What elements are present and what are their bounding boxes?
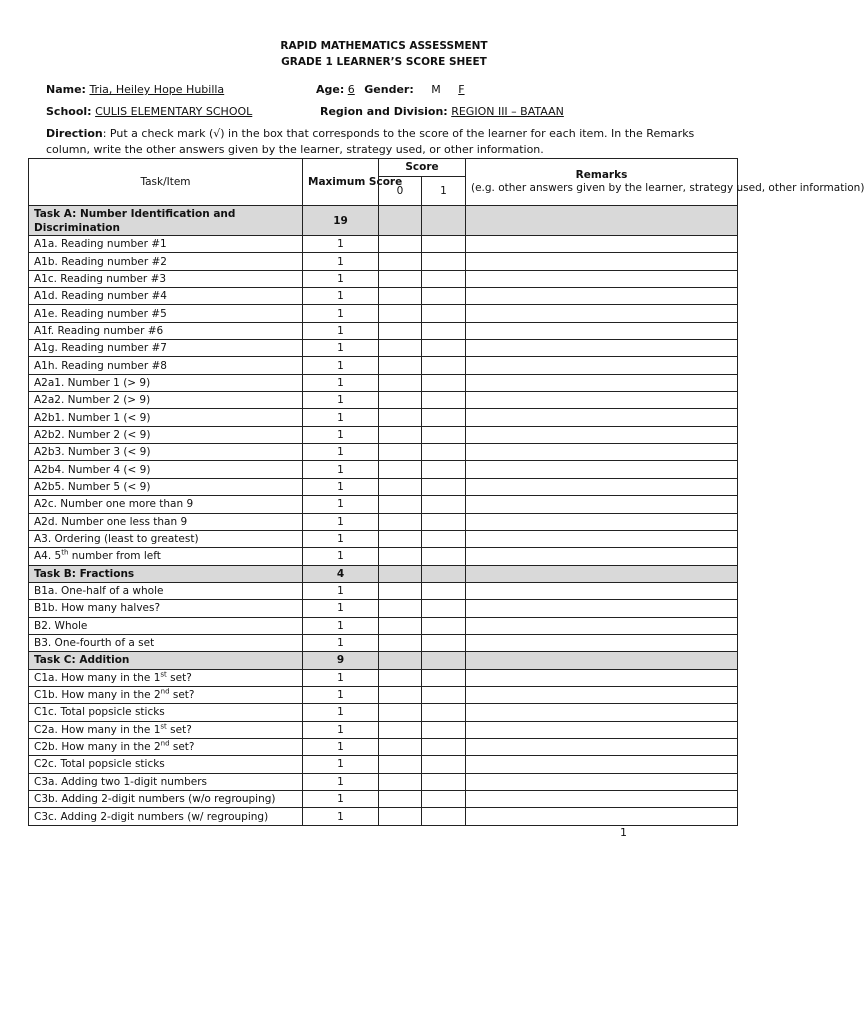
remarks-cell[interactable] <box>466 617 738 634</box>
item-label: A2a1. Number 1 (> 9) <box>29 374 303 391</box>
item-label: A1d. Reading number #4 <box>29 288 303 305</box>
item-row <box>29 808 738 825</box>
score-0-checkbox[interactable] <box>379 270 422 287</box>
score-1-checkbox[interactable] <box>422 513 466 530</box>
item-row <box>29 669 738 686</box>
score-1-checkbox[interactable] <box>422 288 466 305</box>
remarks-cell[interactable] <box>466 513 738 530</box>
score-0-checkbox[interactable] <box>379 686 422 703</box>
task-header-row <box>29 206 738 236</box>
max-score-cell: 1 <box>303 686 379 703</box>
item-row <box>29 548 738 565</box>
max-score-cell: 1 <box>303 374 379 391</box>
score-0-checkbox[interactable] <box>379 478 422 495</box>
score-1-checkbox[interactable] <box>422 340 466 357</box>
max-score-cell: 1 <box>303 756 379 773</box>
score-0-checkbox[interactable] <box>379 322 422 339</box>
item-row <box>29 392 738 409</box>
item-label: A1b. Reading number #2 <box>29 253 303 270</box>
score-1-checkbox[interactable] <box>422 409 466 426</box>
score-1-checkbox[interactable] <box>422 600 466 617</box>
item-label: A2b4. Number 4 (< 9) <box>29 461 303 478</box>
header-task-item: Task/Item <box>29 159 303 206</box>
remarks-cell[interactable] <box>466 808 738 825</box>
task-header-row <box>29 565 738 582</box>
score-0-checkbox[interactable] <box>379 548 422 565</box>
score-0-checkbox <box>379 652 422 669</box>
gender-label: Gender: <box>364 83 414 96</box>
score-1-checkbox <box>422 565 466 582</box>
score-0-checkbox[interactable] <box>379 600 422 617</box>
max-score-cell: 1 <box>303 236 379 253</box>
item-row <box>29 288 738 305</box>
document-subtitle: GRADE 1 LEARNER’S SCORE SHEET <box>281 56 487 68</box>
age-label: Age: <box>316 83 345 96</box>
item-label: C1b. How many in the 2nd set? <box>29 686 303 703</box>
remarks-cell <box>466 565 738 582</box>
score-0-checkbox[interactable] <box>379 340 422 357</box>
max-score-cell: 1 <box>303 496 379 513</box>
item-label: A1a. Reading number #1 <box>29 236 303 253</box>
school-value: CULIS ELEMENTARY SCHOOL <box>95 105 253 118</box>
header-score-0: 0 <box>379 177 422 206</box>
header-score: Score <box>379 159 466 177</box>
item-row <box>29 756 738 773</box>
score-1-checkbox[interactable] <box>422 392 466 409</box>
item-label: A2b3. Number 3 (< 9) <box>29 444 303 461</box>
remarks-cell[interactable] <box>466 461 738 478</box>
header-remarks-title: Remarks <box>575 169 628 181</box>
max-score-cell: 1 <box>303 444 379 461</box>
score-1-checkbox[interactable] <box>422 669 466 686</box>
item-row <box>29 600 738 617</box>
item-label: C2a. How many in the 1st set? <box>29 721 303 738</box>
item-label: A2d. Number one less than 9 <box>29 513 303 530</box>
item-label: A2c. Number one more than 9 <box>29 496 303 513</box>
max-score-cell: 1 <box>303 704 379 721</box>
item-row <box>29 340 738 357</box>
remarks-cell[interactable] <box>466 530 738 547</box>
max-score-cell: 1 <box>303 600 379 617</box>
item-label: B3. One-fourth of a set <box>29 634 303 651</box>
score-0-checkbox[interactable] <box>379 634 422 651</box>
item-row <box>29 634 738 651</box>
item-row <box>29 530 738 547</box>
item-row <box>29 738 738 755</box>
score-1-checkbox[interactable] <box>422 357 466 374</box>
max-score-cell: 1 <box>303 669 379 686</box>
direction-text-block <box>46 126 722 158</box>
max-score-cell: 1 <box>303 617 379 634</box>
max-score-cell: 9 <box>303 652 379 669</box>
name-label: Name: <box>46 83 86 96</box>
max-score-cell: 1 <box>303 322 379 339</box>
max-score-cell: 1 <box>303 548 379 565</box>
item-row <box>29 444 738 461</box>
remarks-cell[interactable] <box>466 704 738 721</box>
max-score-cell: 1 <box>303 357 379 374</box>
item-row <box>29 270 738 287</box>
item-label: C3c. Adding 2-digit numbers (w/ regrouping) <box>29 808 303 825</box>
item-row <box>29 461 738 478</box>
item-row <box>29 582 738 599</box>
max-score-cell: 4 <box>303 565 379 582</box>
score-1-checkbox[interactable] <box>422 808 466 825</box>
remarks-cell <box>466 652 738 669</box>
item-row <box>29 374 738 391</box>
item-label: A4. 5th number from left <box>29 548 303 565</box>
remarks-cell[interactable] <box>466 582 738 599</box>
document-title: RAPID MATHEMATICS ASSESSMENT <box>280 40 488 52</box>
max-score-cell: 1 <box>303 582 379 599</box>
max-score-cell: 1 <box>303 340 379 357</box>
age-value: 6 <box>347 83 355 96</box>
item-label: A1f. Reading number #6 <box>29 322 303 339</box>
max-score-cell: 1 <box>303 634 379 651</box>
header-score-1: 1 <box>422 177 466 206</box>
score-1-checkbox[interactable] <box>422 426 466 443</box>
remarks-cell[interactable] <box>466 478 738 495</box>
item-label: A2a2. Number 2 (> 9) <box>29 392 303 409</box>
item-label: B1b. How many halves? <box>29 600 303 617</box>
item-row <box>29 791 738 808</box>
max-score-cell: 1 <box>303 513 379 530</box>
score-0-checkbox[interactable] <box>379 357 422 374</box>
score-0-checkbox[interactable] <box>379 426 422 443</box>
item-row <box>29 322 738 339</box>
max-score-cell: 1 <box>303 392 379 409</box>
item-label: B2. Whole <box>29 617 303 634</box>
remarks-cell[interactable] <box>466 686 738 703</box>
region-field <box>320 105 564 118</box>
score-1-checkbox[interactable] <box>422 704 466 721</box>
score-0-checkbox[interactable] <box>379 461 422 478</box>
score-0-checkbox[interactable] <box>379 374 422 391</box>
task-label: Task C: Addition <box>29 652 303 669</box>
item-label: A2b5. Number 5 (< 9) <box>29 478 303 495</box>
item-label: A1e. Reading number #5 <box>29 305 303 322</box>
score-0-checkbox <box>379 565 422 582</box>
item-row <box>29 773 738 790</box>
item-row <box>29 617 738 634</box>
score-0-checkbox[interactable] <box>379 582 422 599</box>
remarks-cell[interactable] <box>466 270 738 287</box>
score-0-checkbox[interactable] <box>379 444 422 461</box>
score-1-checkbox <box>422 652 466 669</box>
score-0-checkbox[interactable] <box>379 756 422 773</box>
max-score-cell: 1 <box>303 738 379 755</box>
remarks-cell[interactable] <box>466 721 738 738</box>
remarks-cell[interactable] <box>466 738 738 755</box>
remarks-cell[interactable] <box>466 669 738 686</box>
remarks-cell[interactable] <box>466 426 738 443</box>
score-0-checkbox[interactable] <box>379 773 422 790</box>
name-field <box>46 83 224 96</box>
item-label: C1a. How many in the 1st set? <box>29 669 303 686</box>
age-gender-field <box>316 83 465 96</box>
direction-text: : Put a check mark (√) in the box that corresponds to the score of the learner for each item. In the Remarks column, write the other answers given by the learner, strategy used, or other information. <box>46 127 695 156</box>
score-0-checkbox[interactable] <box>379 392 422 409</box>
max-score-cell: 1 <box>303 773 379 790</box>
max-score-cell: 19 <box>303 206 379 236</box>
item-row <box>29 721 738 738</box>
score-1-checkbox[interactable] <box>422 374 466 391</box>
item-row <box>29 357 738 374</box>
item-row <box>29 253 738 270</box>
item-row <box>29 426 738 443</box>
score-1-checkbox[interactable] <box>422 270 466 287</box>
score-0-checkbox[interactable] <box>379 253 422 270</box>
task-header-row <box>29 652 738 669</box>
score-1-checkbox[interactable] <box>422 756 466 773</box>
score-1-checkbox[interactable] <box>422 322 466 339</box>
max-score-cell: 1 <box>303 288 379 305</box>
remarks-cell[interactable] <box>466 496 738 513</box>
task-label: Task B: Fractions <box>29 565 303 582</box>
score-0-checkbox[interactable] <box>379 305 422 322</box>
item-label: A1c. Reading number #3 <box>29 270 303 287</box>
score-1-checkbox[interactable] <box>422 773 466 790</box>
item-row <box>29 478 738 495</box>
score-0-checkbox[interactable] <box>379 791 422 808</box>
max-score-cell: 1 <box>303 305 379 322</box>
score-0-checkbox[interactable] <box>379 704 422 721</box>
region-label: Region and Division: <box>320 105 448 118</box>
region-value: REGION III – BATAAN <box>451 105 564 118</box>
score-0-checkbox <box>379 206 422 236</box>
direction-label: Direction <box>46 127 103 140</box>
max-score-cell: 1 <box>303 409 379 426</box>
score-1-checkbox[interactable] <box>422 634 466 651</box>
item-label: A3. Ordering (least to greatest) <box>29 530 303 547</box>
item-row <box>29 409 738 426</box>
score-1-checkbox[interactable] <box>422 305 466 322</box>
item-label: C3a. Adding two 1-digit numbers <box>29 773 303 790</box>
score-1-checkbox[interactable] <box>422 478 466 495</box>
max-score-cell: 1 <box>303 478 379 495</box>
score-1-checkbox <box>422 206 466 236</box>
task-label: Task A: Number Identification and Discrimination <box>29 206 303 236</box>
score-0-checkbox[interactable] <box>379 530 422 547</box>
score-0-checkbox[interactable] <box>379 288 422 305</box>
school-label: School: <box>46 105 92 118</box>
item-label: C3b. Adding 2-digit numbers (w/o regrouping) <box>29 791 303 808</box>
score-1-checkbox[interactable] <box>422 444 466 461</box>
item-label: A1g. Reading number #7 <box>29 340 303 357</box>
score-0-checkbox[interactable] <box>379 669 422 686</box>
item-row <box>29 496 738 513</box>
remarks-cell[interactable] <box>466 340 738 357</box>
remarks-cell[interactable] <box>466 392 738 409</box>
item-label: A2b2. Number 2 (< 9) <box>29 426 303 443</box>
score-0-checkbox[interactable] <box>379 808 422 825</box>
item-row <box>29 704 738 721</box>
header-max-score: Maximum Score <box>303 159 379 206</box>
item-row <box>29 305 738 322</box>
remarks-cell[interactable] <box>466 357 738 374</box>
page-number: 1 <box>620 826 627 839</box>
remarks-cell[interactable] <box>466 322 738 339</box>
max-score-cell: 1 <box>303 721 379 738</box>
score-0-checkbox[interactable] <box>379 236 422 253</box>
max-score-cell: 1 <box>303 530 379 547</box>
item-label: C1c. Total popsicle sticks <box>29 704 303 721</box>
remarks-cell[interactable] <box>466 374 738 391</box>
remarks-cell <box>466 206 738 236</box>
score-1-checkbox[interactable] <box>422 738 466 755</box>
remarks-cell[interactable] <box>466 634 738 651</box>
score-0-checkbox[interactable] <box>379 409 422 426</box>
score-table <box>28 158 864 826</box>
score-1-checkbox[interactable] <box>422 721 466 738</box>
score-0-checkbox[interactable] <box>379 738 422 755</box>
remarks-cell[interactable] <box>466 773 738 790</box>
remarks-cell[interactable] <box>466 548 738 565</box>
item-label: C2b. How many in the 2nd set? <box>29 738 303 755</box>
max-score-cell: 1 <box>303 253 379 270</box>
score-1-checkbox[interactable] <box>422 548 466 565</box>
max-score-cell: 1 <box>303 426 379 443</box>
item-label: A1h. Reading number #8 <box>29 357 303 374</box>
score-1-checkbox[interactable] <box>422 582 466 599</box>
score-0-checkbox[interactable] <box>379 721 422 738</box>
item-label: C2c. Total popsicle sticks <box>29 756 303 773</box>
remarks-cell[interactable] <box>466 791 738 808</box>
school-field <box>46 105 252 118</box>
remarks-cell[interactable] <box>466 288 738 305</box>
remarks-cell[interactable] <box>466 253 738 270</box>
header-remarks-note: (e.g. other answers given by the learner, strategy used, other information) <box>471 182 864 194</box>
item-label: A2b1. Number 1 (< 9) <box>29 409 303 426</box>
max-score-cell: 1 <box>303 461 379 478</box>
score-0-checkbox[interactable] <box>379 496 422 513</box>
remarks-cell[interactable] <box>466 236 738 253</box>
item-row <box>29 686 738 703</box>
remarks-cell[interactable] <box>466 600 738 617</box>
score-0-checkbox[interactable] <box>379 513 422 530</box>
score-1-checkbox[interactable] <box>422 236 466 253</box>
score-1-checkbox[interactable] <box>422 496 466 513</box>
max-score-cell: 1 <box>303 270 379 287</box>
item-label: B1a. One-half of a whole <box>29 582 303 599</box>
remarks-cell[interactable] <box>466 444 738 461</box>
remarks-cell[interactable] <box>466 305 738 322</box>
score-1-checkbox[interactable] <box>422 686 466 703</box>
score-1-checkbox[interactable] <box>422 461 466 478</box>
max-score-cell: 1 <box>303 808 379 825</box>
item-row <box>29 236 738 253</box>
score-0-checkbox[interactable] <box>379 617 422 634</box>
max-score-cell: 1 <box>303 791 379 808</box>
score-1-checkbox[interactable] <box>422 791 466 808</box>
name-value: Tria, Heiley Hope Hubilla <box>89 83 225 96</box>
gender-option-m: M <box>431 83 441 96</box>
remarks-cell[interactable] <box>466 756 738 773</box>
score-1-checkbox[interactable] <box>422 617 466 634</box>
item-row <box>29 513 738 530</box>
gender-option-f: F <box>458 83 465 96</box>
score-1-checkbox[interactable] <box>422 530 466 547</box>
score-1-checkbox[interactable] <box>422 253 466 270</box>
header-remarks <box>466 159 864 206</box>
remarks-cell[interactable] <box>466 409 738 426</box>
